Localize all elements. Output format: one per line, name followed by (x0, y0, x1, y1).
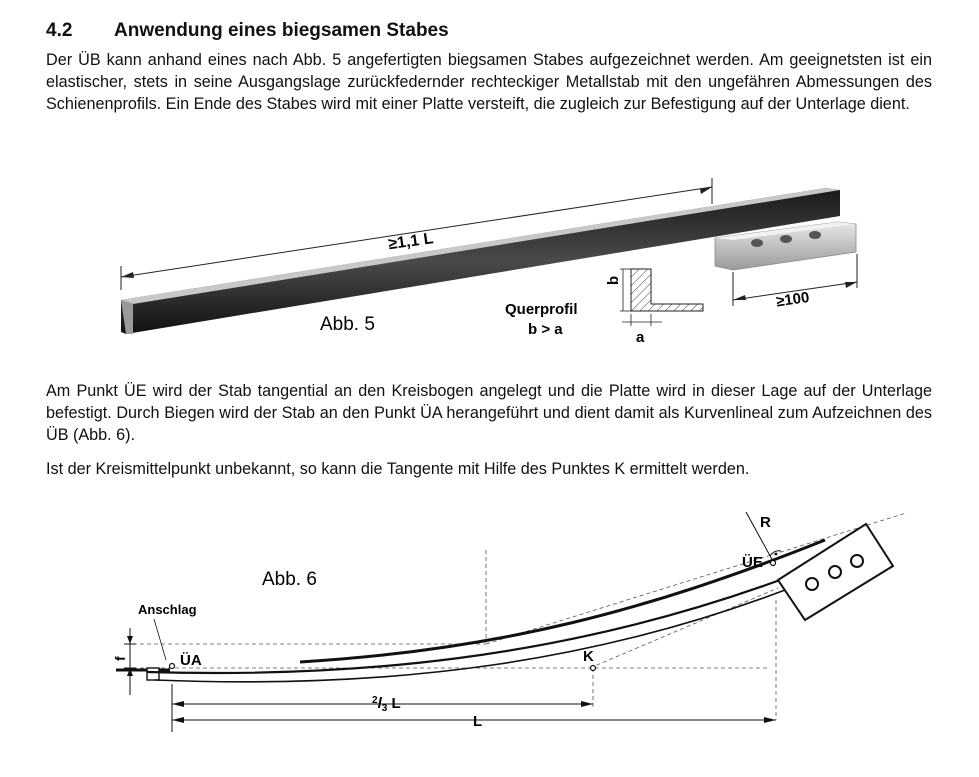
label-two-thirds-l (372, 695, 401, 714)
profile-dim-a: a (636, 329, 645, 346)
two-thirds-suffix: L (387, 695, 401, 712)
plate-label: ≥100 (775, 288, 811, 311)
length-label: ≥1,1 L (387, 230, 435, 254)
point-ue-marker (771, 561, 776, 566)
two-thirds-slash: l (377, 695, 382, 712)
label-k: K (583, 648, 594, 665)
section-number: 4.2 (46, 20, 73, 41)
label-ue: ÜE (742, 554, 763, 571)
two-thirds-denominator: 3 (381, 703, 388, 714)
fixing-plate (778, 524, 893, 620)
profile-title: Querprofil (505, 301, 578, 318)
paragraph-tangent: Ist der Kreismittelpunkt unbekannt, so kann die Tangente mit Hilfe des Punktes K ermittelt werden. (46, 460, 750, 478)
point-ua-marker (170, 664, 175, 669)
label-anschlag: Anschlag (138, 602, 197, 617)
section-title: Anwendung eines biegsamen Stabes (114, 20, 449, 41)
paragraph-procedure: Am Punkt ÜE wird der Stab tangential an den Kreisbogen angelegt und die Platte wird in dieser Lage auf der Unterlage befestigt. Durch Biegen wird der Stab an den Punkt ÜA herangeführt und dient damit als Kurvenlineal zum Aufzeichnen des ÜB (Abb. 6). (46, 382, 932, 444)
profile-dim-b: b (605, 275, 622, 285)
bent-bar (147, 540, 825, 682)
profile-rule: b > a (528, 321, 563, 338)
figure-5 (0, 170, 979, 350)
stop-rail (116, 668, 170, 680)
label-l: L (473, 713, 483, 730)
label-r: R (760, 514, 771, 531)
section-heading (46, 20, 449, 42)
label-f: f (112, 656, 128, 661)
label-ua: ÜA (180, 652, 202, 669)
figure-6 (0, 500, 979, 777)
figure5-caption: Abb. 5 (320, 314, 375, 335)
cross-profile (620, 269, 703, 326)
figure6-caption: Abb. 6 (262, 569, 317, 590)
paragraph-intro: Der ÜB kann anhand eines nach Abb. 5 angefertigten biegsamen Stabes aufgezeichnet werden. Am geeignetsten ist ein elastischer, stets in seine Ausgangslage zurückfedernder rechteckiger Metallstab mit den ungefähren Abmessungen des Schienenprofils. Ein Ende des Stabes wird mit einer Platte versteift, die zugleich zur Befestigung auf der Unterlage dient. (46, 51, 932, 113)
helper-lines (133, 513, 906, 720)
two-thirds-numerator: 2 (372, 695, 378, 706)
point-k-marker (591, 666, 596, 671)
